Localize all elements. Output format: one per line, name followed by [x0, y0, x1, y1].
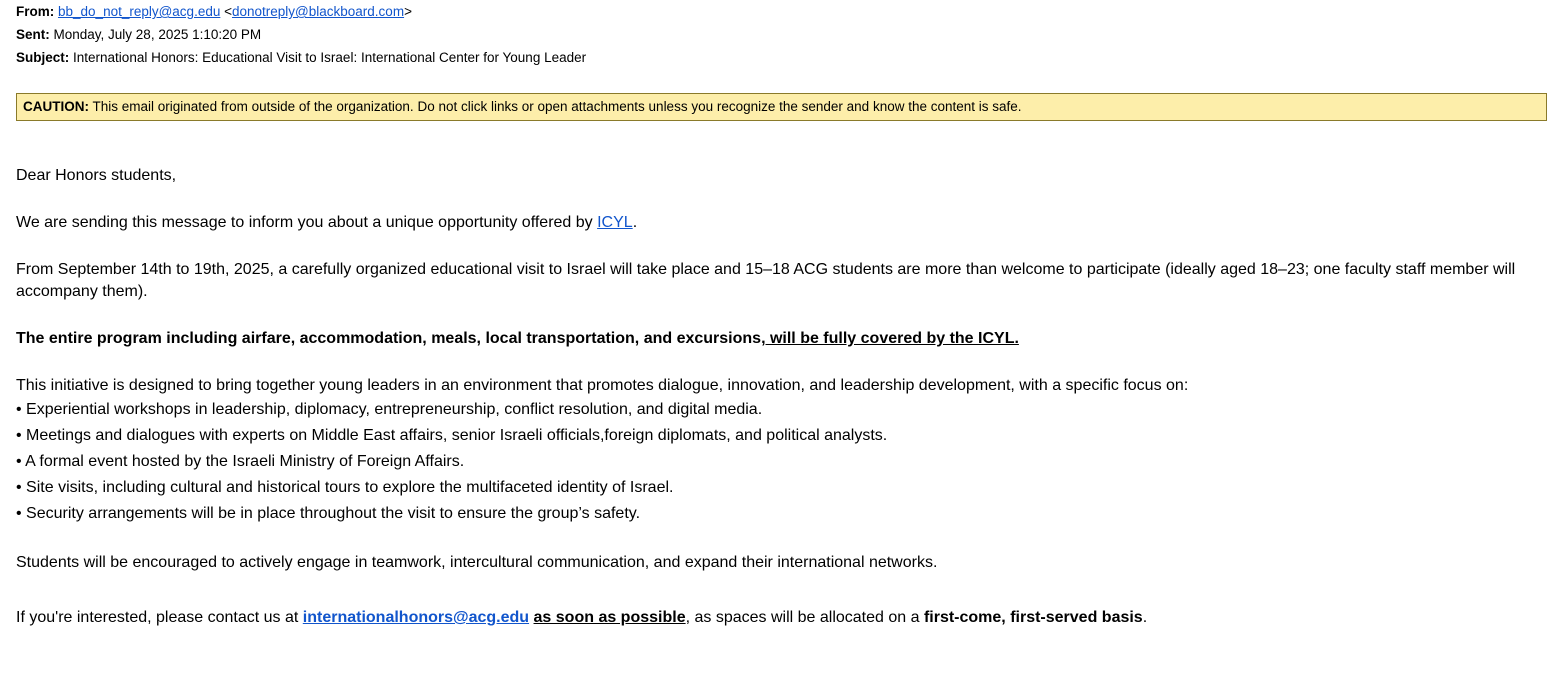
- from-label: From:: [16, 4, 55, 19]
- subject-label: Subject:: [16, 50, 70, 65]
- intro-paragraph: [16, 212, 1547, 234]
- email-body: [16, 165, 1547, 629]
- contact-text-pre: If you're interested, please contact us at: [16, 609, 303, 626]
- contact-text-end: .: [1142, 609, 1148, 626]
- header-row-sent: [16, 23, 1547, 46]
- sent-label: Sent:: [16, 27, 50, 42]
- paragraph-spacer: [16, 599, 1547, 607]
- from-address-link[interactable]: donotreply@blackboard.com: [232, 4, 405, 19]
- coverage-paragraph: [16, 328, 1547, 350]
- engagement-paragraph: Students will be encouraged to actively engage in teamwork, intercultural communication, and expand their international networks.: [16, 554, 938, 571]
- focus-bullet-list: [16, 397, 1547, 527]
- caution-text: This email originated from outside of the organization. Do not click links or open attachments unless you recognize the sender and know the content is safe.: [92, 99, 1022, 114]
- coverage-bold-text: The entire program including airfare, accommodation, meals, local transportation, and excursions,: [16, 330, 766, 347]
- email-headers: [16, 0, 1547, 69]
- header-row-from: [16, 0, 1547, 23]
- sent-value: Monday, July 28, 2025 1:10:20 PM: [53, 27, 262, 42]
- header-row-subject: [16, 46, 1547, 69]
- contact-paragraph: [16, 607, 1547, 629]
- list-item: • A formal event hosted by the Israeli Ministry of Foreign Affairs.: [16, 453, 465, 470]
- dates-paragraph: From September 14th to 19th, 2025, a carefully organized educational visit to Israel will take place and 15–18 ACG students are more than welcome to participate (ideally aged 18–23; one faculty staff member will accompany them).: [16, 261, 1516, 300]
- intro-text-post: .: [632, 214, 638, 231]
- list-item: • Meetings and dialogues with experts on Middle East affairs, senior Israeli officials,foreign diplomats, and political analysts.: [16, 427, 888, 444]
- contact-text-mid: , as spaces will be allocated on a: [685, 609, 924, 626]
- external-sender-caution-banner: [16, 93, 1547, 121]
- from-close-bracket: >: [404, 4, 412, 19]
- from-open-bracket: <: [224, 4, 233, 19]
- list-item: • Security arrangements will be in place throughout the visit to ensure the group’s safety.: [16, 505, 641, 522]
- initiative-paragraph: This initiative is designed to bring together young leaders in an environment that promotes dialogue, innovation, and leadership development, with a specific focus on:: [16, 377, 1189, 394]
- from-sender-link[interactable]: bb_do_not_reply@acg.edu: [58, 4, 221, 19]
- greeting-paragraph: Dear Honors students,: [16, 167, 177, 184]
- list-item: • Site visits, including cultural and historical tours to explore the multifaceted identity of Israel.: [16, 479, 674, 496]
- contact-asap-text: as soon as possible: [533, 609, 686, 626]
- caution-label: CAUTION:: [23, 99, 89, 114]
- list-item: • Experiential workshops in leadership, diplomacy, entrepreneurship, conflict resolution, and digital media.: [16, 401, 763, 418]
- contact-basis-text: first-come, first-served basis: [923, 609, 1143, 626]
- coverage-underlined-text: will be fully covered by the ICYL.: [765, 330, 1019, 347]
- intro-text-pre: We are sending this message to inform you about a unique opportunity offered by: [16, 214, 598, 231]
- contact-email-link[interactable]: internationalhonors@acg.edu: [302, 609, 530, 626]
- icyl-link[interactable]: ICYL: [597, 214, 633, 231]
- subject-value: International Honors: Educational Visit to Israel: International Center for Young Leader: [73, 50, 587, 65]
